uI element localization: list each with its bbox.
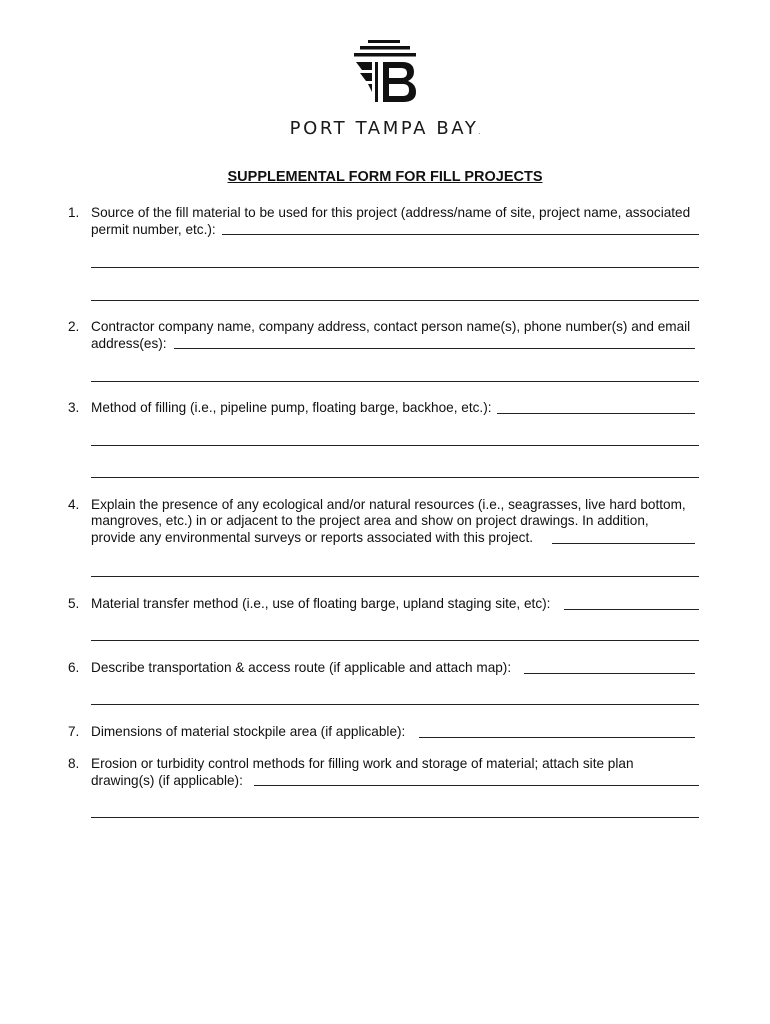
- page-title: SUPPLEMENTAL FORM FOR FILL PROJECTS: [227, 169, 543, 185]
- question-4-number: 4.: [68, 497, 80, 512]
- question-1-text: Source of the fill material to be used for this project (address/name of site, project name, associated: [91, 205, 691, 220]
- question-6-text: Describe transportation & access route (if applicable and attach map):: [91, 660, 512, 675]
- question-8-text: Erosion or turbidity control methods for filling work and storage of material; attach site plan: [91, 756, 634, 771]
- question-4-text-cont2: provide any environmental surveys or reports associated with this project.: [91, 530, 534, 545]
- answer-line-3c[interactable]: [91, 477, 699, 478]
- answer-line-1a[interactable]: [222, 234, 699, 235]
- question-1-text-cont: permit number, etc.):: [91, 222, 216, 237]
- brand-name: PORT TAMPA BAY.: [289, 118, 481, 139]
- answer-line-1c[interactable]: [91, 300, 699, 301]
- answer-line-3a[interactable]: [497, 413, 695, 414]
- question-7-text: Dimensions of material stockpile area (if applicable):: [91, 724, 406, 739]
- question-4-text-cont: mangroves, etc.) in or adjacent to the project area and show on project drawings. In addition,: [91, 513, 649, 528]
- answer-line-6b[interactable]: [91, 704, 699, 705]
- answer-line-8b[interactable]: [91, 817, 699, 818]
- question-3-text: Method of filling (i.e., pipeline pump, floating barge, backhoe, etc.):: [91, 400, 492, 415]
- question-5-number: 5.: [68, 596, 80, 611]
- question-2-number: 2.: [68, 319, 80, 334]
- answer-line-3b[interactable]: [91, 445, 699, 446]
- answer-line-2a[interactable]: [174, 348, 695, 349]
- question-8-number: 8.: [68, 756, 80, 771]
- answer-line-2b[interactable]: [91, 381, 699, 382]
- question-3-number: 3.: [68, 400, 80, 415]
- answer-line-7a[interactable]: [419, 737, 695, 738]
- answer-line-4b[interactable]: [91, 576, 699, 577]
- question-5-text: Material transfer method (i.e., use of floating barge, upland staging site, etc):: [91, 596, 551, 611]
- answer-line-5b[interactable]: [91, 640, 699, 641]
- question-4-text: Explain the presence of any ecological and/or natural resources (i.e., seagrasses, live hard bottom,: [91, 497, 686, 512]
- question-1-number: 1.: [68, 205, 80, 220]
- question-8-text-cont: drawing(s) (if applicable):: [91, 773, 243, 788]
- question-2-text-cont: address(es):: [91, 336, 167, 351]
- answer-line-6a[interactable]: [524, 673, 695, 674]
- answer-line-8a[interactable]: [254, 785, 699, 786]
- answer-line-1b[interactable]: [91, 267, 699, 268]
- question-6-number: 6.: [68, 660, 80, 675]
- registered-mark: .: [478, 129, 481, 136]
- question-7-number: 7.: [68, 724, 80, 739]
- answer-line-5a[interactable]: [564, 609, 699, 610]
- port-tampa-bay-logo-icon: [350, 40, 420, 106]
- answer-line-4a[interactable]: [552, 543, 695, 544]
- question-2-text: Contractor company name, company address, contact person name(s), phone number(s) and email: [91, 319, 691, 334]
